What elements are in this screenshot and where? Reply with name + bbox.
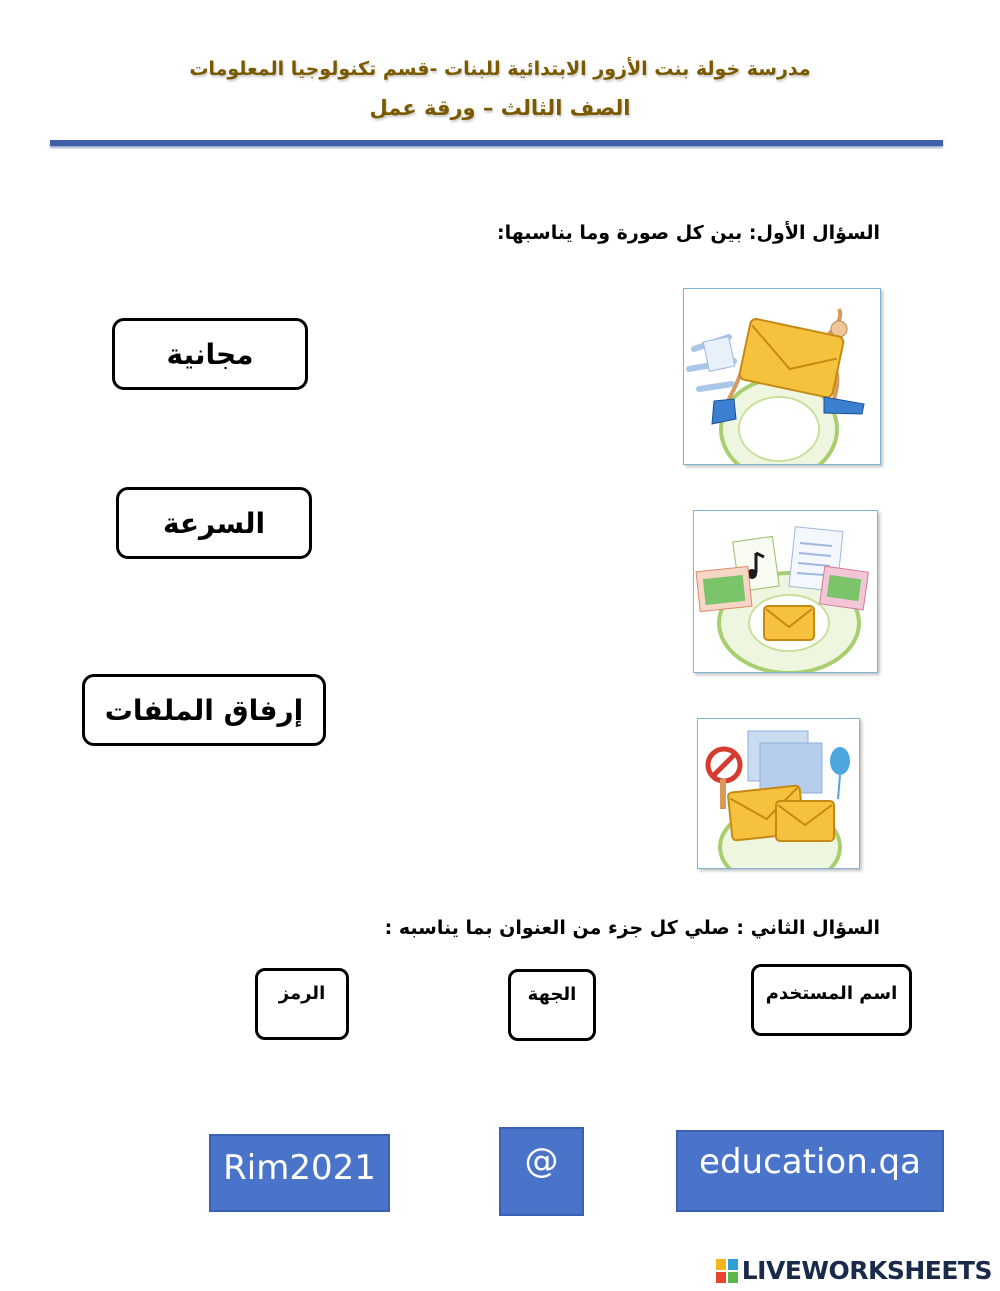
attachments-icon (694, 511, 877, 672)
answer-box-attach-files[interactable] (82, 674, 326, 746)
header-divider (50, 140, 943, 146)
running-envelope-icon (684, 289, 880, 464)
value-box-domain[interactable] (676, 1130, 944, 1212)
free-email-icon (698, 719, 859, 868)
liveworksheets-logo (716, 1256, 992, 1285)
liveworksheets-logo-icon (716, 1259, 738, 1283)
question-2-title: السؤال الثاني : صلي كل جزء من العنوان بما يناسبه : (384, 917, 880, 939)
running-email-image[interactable] (683, 288, 881, 465)
email-attachments-image[interactable] (693, 510, 878, 673)
school-name: مدرسة خولة بنت الأزور الابتدائية للبنات -قسم تكنولوجيا المعلومات (189, 58, 811, 80)
value-label: @ (524, 1141, 559, 1181)
value-label: Rim2021 (223, 1148, 376, 1188)
question-1-title: السؤال الأول: بين كل صورة وما يناسبها: (496, 222, 880, 244)
part-box-username[interactable] (751, 964, 912, 1036)
part-label: اسم المستخدم (765, 983, 898, 1004)
part-label: الجهة (527, 984, 577, 1005)
answer-label: مجانية (166, 337, 254, 371)
value-box-username[interactable] (209, 1134, 390, 1212)
part-box-domain[interactable] (508, 969, 596, 1041)
answer-label: إرفاق الملفات (104, 693, 304, 727)
worksheet-subtitle: الصف الثالث – ورقة عمل (369, 96, 631, 120)
answer-box-speed[interactable] (116, 487, 312, 559)
answer-label: السرعة (162, 506, 266, 540)
part-label: الرمز (278, 983, 326, 1004)
free-email-image[interactable] (697, 718, 860, 869)
answer-box-free[interactable] (112, 318, 308, 390)
value-box-at-symbol[interactable] (499, 1127, 584, 1216)
value-label: education.qa (699, 1142, 921, 1182)
logo-text: LIVEWORKSHEETS (741, 1256, 992, 1285)
part-box-symbol[interactable] (255, 968, 349, 1040)
